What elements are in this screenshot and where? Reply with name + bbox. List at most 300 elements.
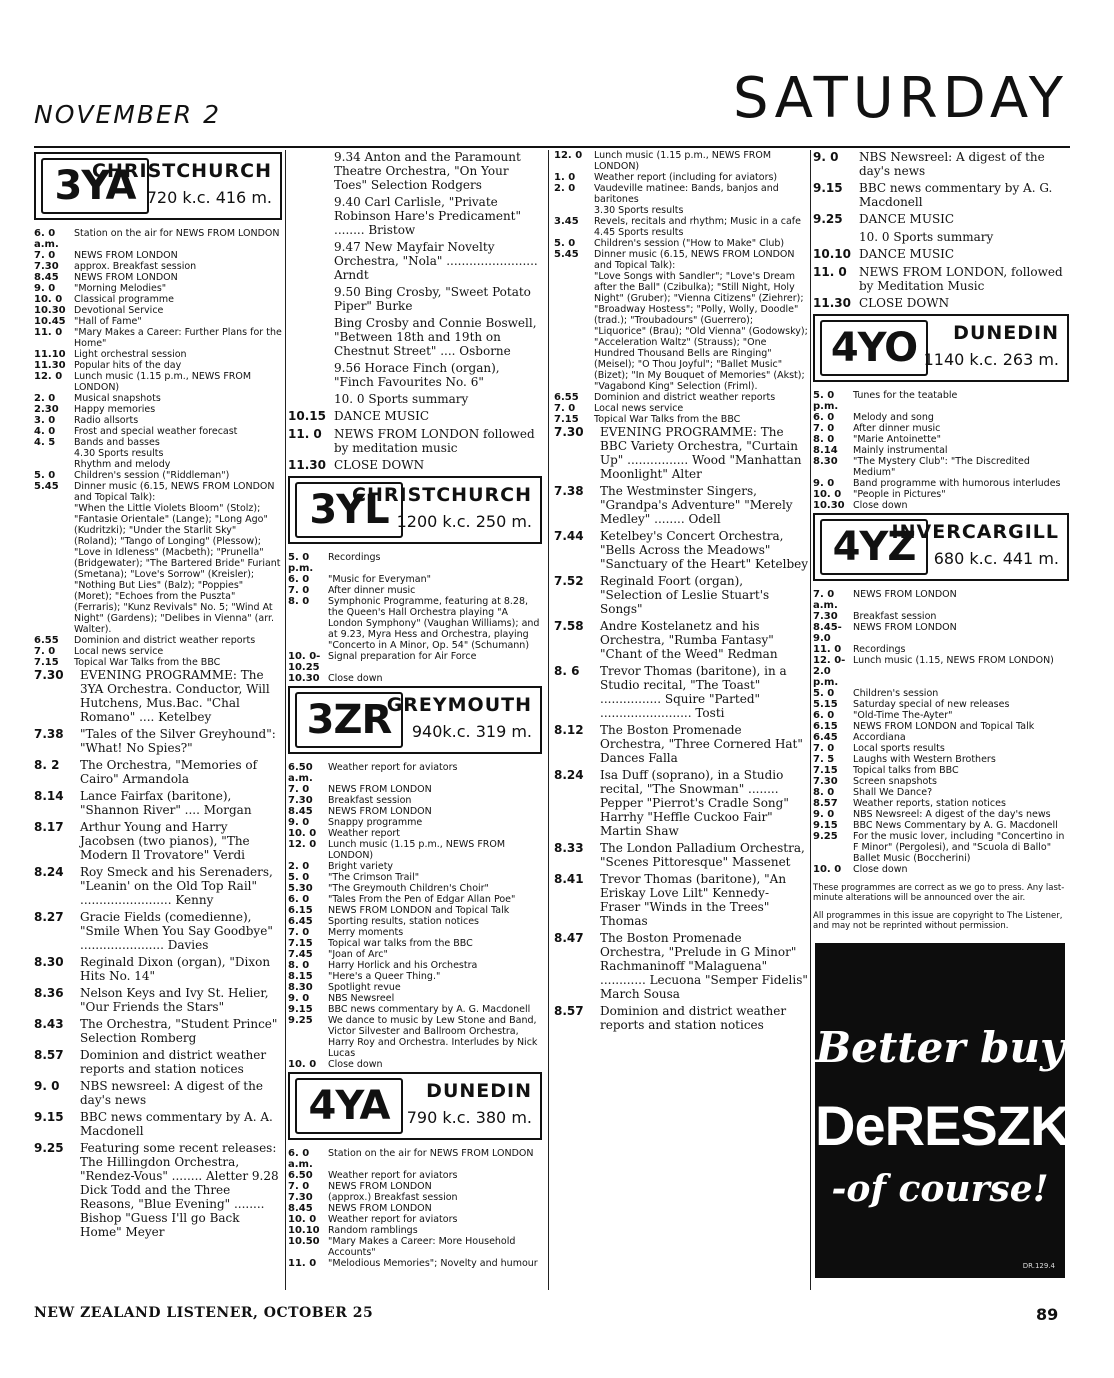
programme-description: Weather report for aviators bbox=[328, 762, 458, 773]
programme-description: Symphonic Programme, featuring at 8.28, the Queen's Hall Orchestra playing "A London Symphony" (Vaughan Williams); and at 9.23, Myra Hess and Orchestra, playing "Concerto in A Minor, Op. 54" (Schumann) bbox=[328, 596, 540, 651]
programme-description: DANCE MUSIC bbox=[859, 247, 955, 261]
programme-time: 7.30 bbox=[34, 261, 59, 272]
programme-item bbox=[288, 927, 542, 938]
programme-description: Light orchestral session bbox=[74, 349, 187, 360]
programme-time: 10.10 bbox=[813, 247, 851, 261]
programme-description: Revels, recitals and rhythm; Music in a cafe bbox=[594, 216, 801, 227]
station-call-sign: 3ZR bbox=[295, 692, 403, 748]
page-day: SATURDAY bbox=[733, 66, 1068, 131]
programme-time: 5. 0 bbox=[34, 470, 56, 481]
programme-item bbox=[288, 673, 542, 684]
programme-description: Accordiana bbox=[853, 732, 906, 743]
programme-time: 7. 5 bbox=[813, 754, 835, 765]
station-city: GREYMOUTH bbox=[386, 694, 532, 716]
station-frequency: 940k.c. 319 m. bbox=[411, 722, 532, 741]
station-call-sign: 4YO bbox=[820, 320, 928, 376]
programme-time: 8.57 bbox=[554, 1004, 584, 1018]
programme-item bbox=[813, 732, 1069, 743]
programme-description: "Melodious Memories"; Novelty and humour bbox=[328, 1258, 538, 1269]
programme-item bbox=[813, 622, 1069, 644]
programme-description: Roy Smeck and his Serenaders, "Leanin' on the Old Top Rail" ........................ Kenny bbox=[80, 865, 273, 907]
programme-description: "The Crimson Trail" bbox=[328, 872, 420, 883]
programme-time bbox=[34, 459, 74, 470]
programme-time bbox=[288, 361, 334, 389]
programme-item bbox=[554, 768, 808, 838]
programme-time: 8.14 bbox=[813, 445, 838, 456]
programme-description: Arthur Young and Harry Jacobsen (two pianos), "The Modern Il Trovatore" Verdi bbox=[80, 820, 250, 862]
programme-time: 5. 0 bbox=[554, 238, 576, 249]
programme-item bbox=[288, 574, 542, 585]
programme-description: Trevor Thomas (baritone), "An Eriskay Love Lilt" Kennedy-Fraser "Winds in the Trees" Thomas bbox=[600, 872, 787, 928]
copyright-note: All programmes in this issue are copyright to The Listener, and may not be reprinted without permission. bbox=[813, 911, 1063, 931]
programme-item bbox=[554, 249, 808, 271]
programme-time: 7. 0 a.m. bbox=[813, 589, 838, 611]
programme-time: 12. 0-2.0 p.m. bbox=[813, 655, 846, 688]
programme-item bbox=[813, 489, 1069, 500]
programme-item bbox=[813, 655, 1069, 688]
programme-item bbox=[554, 529, 808, 571]
programme-time: 10. 0 bbox=[813, 864, 842, 875]
programme-description: DANCE MUSIC bbox=[334, 409, 430, 423]
programme-item bbox=[813, 296, 1069, 311]
column-rule bbox=[548, 150, 549, 1290]
programme-item bbox=[34, 437, 282, 448]
programme-time bbox=[554, 205, 594, 216]
programme-description: Children's session bbox=[853, 688, 939, 699]
programme-time bbox=[288, 316, 334, 358]
programme-description: "Mary Makes a Career: More Household Accounts" bbox=[328, 1236, 516, 1258]
programme-time: 8.41 bbox=[554, 872, 584, 886]
programme-item bbox=[813, 710, 1069, 721]
programme-time: 8.45 bbox=[288, 1203, 313, 1214]
programme-item bbox=[554, 619, 808, 661]
programme-item bbox=[34, 250, 282, 261]
programme-time: 7. 0 bbox=[813, 743, 835, 754]
programme-time: 11.10 bbox=[34, 349, 66, 360]
programme-item bbox=[288, 1181, 542, 1192]
programme-description: CLOSE DOWN bbox=[334, 458, 425, 472]
programme-item bbox=[554, 271, 808, 392]
programme-item bbox=[288, 240, 542, 282]
programme-description: NEWS FROM LONDON, followed by Meditation Music bbox=[859, 265, 1063, 293]
programme-time: 3. 0 bbox=[34, 415, 56, 426]
programme-description: Station on the air for NEWS FROM LONDON bbox=[328, 1148, 534, 1159]
programme-description: Radio allsorts bbox=[74, 415, 139, 426]
ad-line-1: Better buy bbox=[815, 1023, 1065, 1072]
programme-item bbox=[288, 651, 542, 673]
programme-item bbox=[813, 212, 1069, 227]
programme-time: 6. 0 bbox=[813, 710, 835, 721]
programme-description: Trevor Thomas (baritone), in a Studio recital, "The Toast" ................ Squire "Parted" ........................ Tosti bbox=[600, 664, 787, 720]
station-frequency: 1200 k.c. 250 m. bbox=[396, 512, 532, 531]
programme-item bbox=[813, 478, 1069, 489]
programme-time: 8.36 bbox=[34, 986, 64, 1000]
programme-item bbox=[288, 458, 542, 473]
programme-time: 10.30 bbox=[813, 500, 845, 511]
programme-time: 10. 0 bbox=[288, 828, 317, 839]
programme-description: 3.30 Sports results bbox=[594, 205, 684, 216]
programme-time: 7. 0 bbox=[813, 423, 835, 434]
programme-time: 7.30 bbox=[813, 611, 838, 622]
programme-description: Lunch music (1.15 p.m., NEWS FROM LONDON) bbox=[328, 839, 506, 861]
copyright-note: These programmes are correct as we go to press. Any last-minute alterations will be announced over the air. bbox=[813, 883, 1065, 903]
programme-item bbox=[34, 294, 282, 305]
programme-item bbox=[34, 349, 282, 360]
programme-item bbox=[34, 272, 282, 283]
station-banner bbox=[288, 686, 542, 754]
column-1 bbox=[34, 150, 282, 1242]
programme-time: 11.30 bbox=[34, 360, 66, 371]
column-4 bbox=[813, 150, 1069, 931]
programme-description: Bing Crosby and Connie Boswell, "Between 18th and 19th on Chestnut Street" .... Osborne bbox=[334, 316, 537, 358]
programme-time bbox=[288, 285, 334, 313]
programme-description: NEWS FROM LONDON followed by meditation music bbox=[334, 427, 535, 455]
programme-description: Rhythm and melody bbox=[74, 459, 171, 470]
programme-item bbox=[813, 688, 1069, 699]
programme-time: 7.15 bbox=[288, 938, 313, 949]
programme-time: 4. 0 bbox=[34, 426, 56, 437]
programme-description: (approx.) Breakfast session bbox=[328, 1192, 458, 1203]
programme-time: 8.24 bbox=[34, 865, 64, 879]
programme-time: 9.15 bbox=[813, 181, 843, 195]
programme-time: 9.15 bbox=[813, 820, 838, 831]
programme-description: 9.56 Horace Finch (organ), "Finch Favourites No. 6" bbox=[334, 361, 500, 389]
programme-description: Children's session ("Riddleman") bbox=[74, 470, 230, 481]
programme-item bbox=[288, 596, 542, 651]
programme-description: NEWS FROM LONDON bbox=[328, 1203, 432, 1214]
programme-item bbox=[288, 839, 542, 861]
programme-item bbox=[288, 993, 542, 1004]
programme-description: Tunes for the teatable bbox=[853, 390, 958, 401]
programme-description: Shall We Dance? bbox=[853, 787, 933, 798]
dereszke-advertisement bbox=[815, 943, 1106, 1278]
programme-item bbox=[34, 646, 282, 657]
programme-time: 7.30 bbox=[288, 1192, 313, 1203]
programme-time: 9. 0 bbox=[813, 478, 835, 489]
column-2 bbox=[288, 150, 542, 1269]
programme-item bbox=[288, 982, 542, 993]
programme-item bbox=[813, 721, 1069, 732]
programme-time: 8.17 bbox=[34, 820, 64, 834]
programme-time: 7. 0 bbox=[34, 250, 56, 261]
programme-description: Popular hits of the day bbox=[74, 360, 182, 371]
programme-time: 7.38 bbox=[554, 484, 584, 498]
programme-time: 8.14 bbox=[34, 789, 64, 803]
programme-item bbox=[288, 285, 542, 313]
header-rule bbox=[34, 146, 1070, 148]
programme-item bbox=[288, 1236, 542, 1258]
programme-time: 9.25 bbox=[813, 212, 843, 226]
programme-item bbox=[288, 1004, 542, 1015]
programme-description: Saturday special of new releases bbox=[853, 699, 1010, 710]
column-3 bbox=[554, 150, 808, 1035]
programme-item bbox=[813, 230, 1069, 244]
programme-description: NEWS FROM LONDON bbox=[853, 622, 957, 633]
programme-item bbox=[34, 305, 282, 316]
programme-description: Gracie Fields (comedienne), "Smile When You Say Goodbye" ...................... Davies bbox=[80, 910, 273, 952]
programme-description: Station on the air for NEWS FROM LONDON bbox=[74, 228, 280, 239]
station-city: DUNEDIN bbox=[426, 1080, 532, 1102]
programme-item bbox=[813, 787, 1069, 798]
programme-description: CLOSE DOWN bbox=[859, 296, 950, 310]
programme-time: 5. 0 bbox=[288, 872, 310, 883]
programme-item bbox=[34, 865, 282, 907]
programme-time: 5. 0 p.m. bbox=[288, 552, 314, 574]
programme-description: Dominion and district weather reports bbox=[594, 392, 776, 403]
programme-item bbox=[813, 776, 1069, 787]
station-city: CHRISTCHURCH bbox=[92, 160, 272, 182]
programme-time: 6. 0 a.m. bbox=[34, 228, 59, 250]
programme-time: 12. 0 bbox=[34, 371, 63, 382]
programme-item bbox=[554, 664, 808, 720]
programme-description: "Here's a Queer Thing." bbox=[328, 971, 441, 982]
programme-time: 7.58 bbox=[554, 619, 584, 633]
station-banner bbox=[34, 152, 282, 220]
programme-description: Devotional Service bbox=[74, 305, 164, 316]
programme-description: Happy memories bbox=[74, 404, 156, 415]
programme-item bbox=[813, 864, 1069, 875]
programme-description: "Morning Melodies" bbox=[74, 283, 167, 294]
programme-item bbox=[34, 820, 282, 862]
programme-item bbox=[813, 831, 1069, 864]
programme-item bbox=[288, 1214, 542, 1225]
programme-description: "Hall of Fame" bbox=[74, 316, 142, 327]
programme-time: 4. 5 bbox=[34, 437, 56, 448]
programme-time: 2. 0 bbox=[288, 861, 310, 872]
programme-time: 9.25 bbox=[34, 1141, 64, 1155]
programme-item bbox=[288, 784, 542, 795]
programme-item bbox=[34, 481, 282, 503]
programme-description: Dominion and district weather reports and station notices bbox=[80, 1048, 267, 1076]
programme-time: 2. 0 bbox=[34, 393, 56, 404]
programme-time: 5. 0 p.m. bbox=[813, 390, 839, 412]
programme-time: 8.47 bbox=[554, 931, 584, 945]
station-frequency: 790 k.c. 380 m. bbox=[406, 1108, 532, 1127]
programme-item bbox=[554, 216, 808, 227]
programme-time: 8.45 bbox=[34, 272, 59, 283]
programme-time: 8. 0 bbox=[288, 596, 310, 607]
programme-item bbox=[554, 183, 808, 205]
programme-description: Weather report bbox=[328, 828, 401, 839]
programme-time: 12. 0 bbox=[288, 839, 317, 850]
programme-time: 7.52 bbox=[554, 574, 584, 588]
programme-time: 11.30 bbox=[288, 458, 326, 472]
programme-item bbox=[34, 1048, 282, 1076]
programme-time: 8.30 bbox=[288, 982, 313, 993]
programme-item bbox=[288, 1225, 542, 1236]
programme-time: 7. 0 bbox=[288, 927, 310, 938]
ad-line-3: -of course! bbox=[831, 1168, 1049, 1210]
programme-item bbox=[288, 1203, 542, 1214]
programme-description: Classical programme bbox=[74, 294, 174, 305]
programme-time: 9.15 bbox=[288, 1004, 313, 1015]
programme-item bbox=[813, 611, 1069, 622]
programme-item bbox=[34, 1141, 282, 1239]
programme-description: Topical War Talks from the BBC bbox=[594, 414, 741, 425]
programme-description: Lunch music (1.15, NEWS FROM LONDON) bbox=[853, 655, 1054, 666]
station-city: DUNEDIN bbox=[953, 322, 1059, 344]
programme-description: BBC news commentary by A. G. Macdonell bbox=[859, 181, 1053, 209]
programme-time: 7. 0 bbox=[554, 403, 576, 414]
programme-time: 8.57 bbox=[813, 798, 838, 809]
programme-description: Nelson Keys and Ivy St. Helier, "Our Friends the Stars" bbox=[80, 986, 269, 1014]
programme-description: NBS Newsreel bbox=[328, 993, 395, 1004]
programme-time: 8.12 bbox=[554, 723, 584, 737]
programme-description: NEWS FROM LONDON bbox=[853, 589, 957, 600]
programme-time: 8.24 bbox=[554, 768, 584, 782]
programme-item bbox=[813, 423, 1069, 434]
programme-description: "Joan of Arc" bbox=[328, 949, 388, 960]
programme-time: 10. 0 bbox=[288, 1214, 317, 1225]
programme-item bbox=[34, 261, 282, 272]
station-call-sign: 3YL bbox=[295, 482, 403, 538]
programme-item bbox=[813, 247, 1069, 262]
ad-code: DR.129.4 bbox=[1022, 1262, 1055, 1270]
programme-description: Screen snapshots bbox=[853, 776, 937, 787]
programme-item bbox=[34, 503, 282, 635]
programme-item bbox=[34, 415, 282, 426]
programme-item bbox=[554, 872, 808, 928]
programme-time: 6.50 bbox=[288, 1170, 313, 1181]
column-rule bbox=[285, 150, 286, 1290]
programme-description: Vaudeville matinee: Bands, banjos and baritones bbox=[594, 183, 779, 205]
programme-item bbox=[288, 1170, 542, 1181]
programme-item bbox=[288, 361, 542, 389]
programme-time: 8.30 bbox=[813, 456, 838, 467]
programme-item bbox=[813, 445, 1069, 456]
programme-time: 1. 0 bbox=[554, 172, 576, 183]
programme-item bbox=[813, 798, 1069, 809]
programme-description: The London Palladium Orchestra, "Scenes Pittoresque" Massenet bbox=[600, 841, 805, 869]
station-city: CHRISTCHURCH bbox=[352, 484, 532, 506]
programme-description: Lunch music (1.15 p.m., NEWS FROM LONDON) bbox=[74, 371, 252, 393]
programme-item bbox=[288, 762, 542, 784]
programme-description: "Tales From the Pen of Edgar Allan Poe" bbox=[328, 894, 516, 905]
programme-item bbox=[554, 414, 808, 425]
programme-time: 6. 0 bbox=[813, 412, 835, 423]
programme-time bbox=[288, 392, 334, 406]
programme-description: Ketelbey's Concert Orchestra, "Bells Across the Meadows" "Sanctuary of the Heart" Ketelbey bbox=[600, 529, 809, 571]
programme-time: 9.15 bbox=[34, 1110, 64, 1124]
programme-description: Mainly instrumental bbox=[853, 445, 948, 456]
programme-time bbox=[34, 503, 74, 635]
programme-item bbox=[34, 986, 282, 1014]
programme-time: 10.30 bbox=[288, 673, 320, 684]
programme-item bbox=[813, 765, 1069, 776]
programme-item bbox=[34, 283, 282, 294]
programme-item bbox=[34, 635, 282, 646]
programme-description: The Boston Promenade Orchestra, "Prelude in G Minor" Rachmaninoff "Malaguena" ............ Lecuona "Semper Fidelis" March Sousa bbox=[600, 931, 808, 1001]
programme-time: 7. 0 bbox=[34, 646, 56, 657]
programme-description: Snappy programme bbox=[328, 817, 423, 828]
programme-time: 11.30 bbox=[813, 296, 851, 310]
programme-item bbox=[288, 971, 542, 982]
footer-publication: NEW ZEALAND LISTENER, OCTOBER 25 bbox=[34, 1305, 374, 1321]
programme-time: 8.15 bbox=[288, 971, 313, 982]
programme-time: 9. 0 bbox=[288, 817, 310, 828]
programme-description: NEWS FROM LONDON bbox=[328, 784, 432, 795]
programme-description: Dominion and district weather reports bbox=[74, 635, 256, 646]
programme-item bbox=[288, 585, 542, 596]
programme-item bbox=[813, 820, 1069, 831]
programme-description: BBC news commentary by A. A. Macdonell bbox=[80, 1110, 273, 1138]
programme-description: "Mary Makes a Career: Further Plans for the Home" bbox=[74, 327, 282, 349]
programme-item bbox=[813, 434, 1069, 445]
programme-time: 12. 0 bbox=[554, 150, 583, 161]
programme-item bbox=[813, 754, 1069, 765]
programme-time bbox=[813, 230, 859, 244]
programme-description: DANCE MUSIC bbox=[859, 212, 955, 226]
programme-time: 9. 0 bbox=[34, 1079, 60, 1093]
programme-item bbox=[34, 1110, 282, 1138]
programme-time: 6. 0 bbox=[288, 574, 310, 585]
programme-item bbox=[554, 723, 808, 765]
station-call-sign: 4YZ bbox=[820, 519, 928, 575]
programme-description: Musical snapshots bbox=[74, 393, 161, 404]
programme-description: Close down bbox=[853, 500, 908, 511]
programme-description: NEWS FROM LONDON bbox=[328, 1181, 432, 1192]
programme-description: Weather report for aviators bbox=[328, 1170, 458, 1181]
programme-item bbox=[288, 949, 542, 960]
programme-description: NBS newsreel: A digest of the day's news bbox=[80, 1079, 263, 1107]
programme-description: We dance to music by Lew Stone and Band, Victor Silvester and Ballroom Orchestra, Harry Roy and Orchestra. Interludes by Nick Lucas bbox=[328, 1015, 538, 1059]
programme-description: Close down bbox=[853, 864, 908, 875]
programme-time: 7.15 bbox=[813, 765, 838, 776]
programme-item bbox=[288, 817, 542, 828]
programme-item bbox=[34, 371, 282, 393]
programme-description: Melody and song bbox=[853, 412, 934, 423]
programme-time: 10. 0 bbox=[813, 489, 842, 500]
programme-item bbox=[34, 1017, 282, 1045]
programme-description: NBS Newsreel: A digest of the day's news bbox=[853, 809, 1051, 820]
programme-item bbox=[288, 427, 542, 455]
page-number: 89 bbox=[1036, 1305, 1059, 1324]
programme-description: 9.40 Carl Carlisle, "Private Robinson Hare's Predicament" ........ Bristow bbox=[334, 195, 522, 237]
programme-description: 9.34 Anton and the Paramount Theatre Orchestra, "On Your Toes" Selection Rodgers bbox=[334, 150, 521, 192]
programme-description: Sporting results, station notices bbox=[328, 916, 480, 927]
programme-item bbox=[288, 552, 542, 574]
programme-time: 11. 0 bbox=[813, 265, 847, 279]
programme-description: NEWS FROM LONDON bbox=[328, 806, 432, 817]
programme-description: After dinner music bbox=[328, 585, 416, 596]
programme-time: 7. 0 bbox=[288, 784, 310, 795]
programme-item bbox=[288, 1059, 542, 1070]
programme-description: NEWS FROM LONDON and Topical Talk bbox=[853, 721, 1035, 732]
programme-description: "When the Little Violets Bloom" (Stolz); "Fantasie Orientale" (Lange); "Long Ago" (Kudritzki); "Under the Starlit Sky" (Roland); "Tango of Longing" (Plessow); "Love in Idleness" (Macbeth); "Prunella" (Bridgewater); "The Bartered Bride" Furiant (Smetana); "Love's Sorrow" (Kreisler); "Nothing But Lies" (Balz); "Poppies" (Moret); "Echoes from the Puszta" (Ferraris); "Kunz Revivals" No. 5; "Wind At Night" (Gardens); "Delibes in Vienna" (arr. Walter). bbox=[74, 503, 281, 635]
programme-time: 9. 0 bbox=[34, 283, 56, 294]
programme-time: 11. 0 bbox=[813, 644, 842, 655]
programme-time: 6.45 bbox=[813, 732, 838, 743]
programme-item bbox=[813, 699, 1069, 710]
programme-item bbox=[813, 589, 1069, 611]
programme-description: Local news service bbox=[74, 646, 164, 657]
programme-item bbox=[813, 809, 1069, 820]
programme-time: 6.15 bbox=[288, 905, 313, 916]
programme-description: Random ramblings bbox=[328, 1225, 418, 1236]
programme-description: "The Greymouth Children's Choir" bbox=[328, 883, 489, 894]
programme-time: 8.30 bbox=[34, 955, 64, 969]
programme-description: Children's session ("How to Make" Club) bbox=[594, 238, 785, 249]
programme-description: Featuring some recent releases: The Hillingdon Orchestra, "Rendez-Vous" ........ Aletter 9.28 Dick Todd and the Three Reasons, "Blue Evening" ........ Bishop "Guess I'll go Back Home" Meyer bbox=[80, 1141, 279, 1239]
programme-item bbox=[813, 412, 1069, 423]
programme-item bbox=[813, 390, 1069, 412]
programme-time: 9. 0 bbox=[288, 993, 310, 1004]
station-banner bbox=[813, 314, 1069, 382]
programme-item bbox=[288, 861, 542, 872]
programme-item bbox=[554, 392, 808, 403]
programme-description: "Love Songs with Sandler"; "Love's Dream after the Ball" (Czibulka); "Still Night, Holy Night" (Gruber); "Vienna Citizens" (Ziehrer); "Broadway Hostess"; "Polly, Wolly, Doodle" (trad.); "Troubadours" (Guerrero); "Liquorice" (Brau); "Old Vienna" (Godowsky); "Acceleration Waltz" (Strauss); "One Hundred Thousand Bells are Ringing" (Meisel); "O Thou Joyful"; "Ballet Music" (Bizet); "In My Bouquet of Memories" (Akst); "Vagabond King" Selection (Friml). bbox=[594, 271, 808, 392]
programme-description: "People in Pictures" bbox=[853, 489, 946, 500]
